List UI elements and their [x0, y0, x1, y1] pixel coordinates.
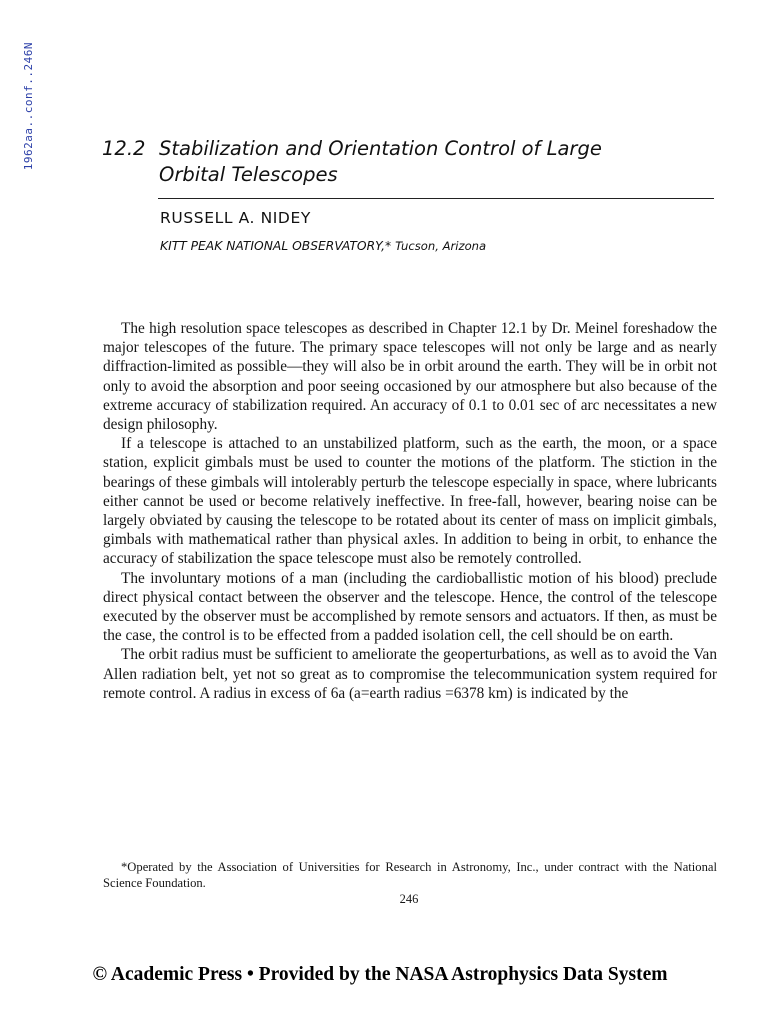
- page-number: 246: [399, 892, 419, 906]
- title-line-1: Stabilization and Orientation Control of Large: [159, 137, 602, 160]
- section-number: 12.2: [102, 137, 146, 160]
- bibcode-stamp: 1962aa..conf..246N: [22, 42, 35, 171]
- affiliation-location: Tucson, Arizona: [395, 239, 487, 253]
- title-line-2: Orbital Telescopes: [159, 163, 338, 186]
- chapter-title: [102, 136, 722, 188]
- paragraph-4: The orbit radius must be sufficient to ameliorate the geoperturbations, as well as to avoid the Van Allen radiation belt, yet not so great as to compromise the telecommunication system required for remote control. A radius in excess of 6a (a=earth radius =6378 km) is indicated by the: [103, 646, 717, 702]
- author-name: RUSSELL A. NIDEY: [160, 209, 311, 227]
- paragraph-1: The high resolution space telescopes as described in Chapter 12.1 by Dr. Meinel foreshadow the major telescopes of the future. The primary space telescopes will not only be large and as nearly diffraction-limited as possible—they will also be in orbit around the earth. They will be in orbit not only to avoid the absorption and poor seeing occasioned by our atmosphere but also because of the extreme accuracy of stabilization required. An accuracy of 0.1 to 0.01 sec of arc necessitates a new design philosophy.: [103, 320, 717, 434]
- body-text: [103, 319, 717, 703]
- footnote-text: *Operated by the Association of Universities for Research in Astronomy, Inc., under contract with the National Science Foundation.: [103, 860, 717, 890]
- footnote: [103, 859, 717, 891]
- title-divider: [158, 198, 714, 199]
- author-affiliation: [160, 239, 486, 253]
- affiliation-org: KITT PEAK NATIONAL OBSERVATORY,*: [160, 239, 392, 253]
- paragraph-2: If a telescope is attached to an unstabilized platform, such as the earth, the moon, or a space station, explicit gimbals must be used to counter the motions of the platform. The stiction in the bearings of these gimbals will intolerably perturb the telescope especially in space, where lubricants either cannot be used or become relatively ineffective. In free-fall, however, bearing noise can be largely obviated by causing the telescope to be rotated about its center of mass on implicit gimbals, gimbals with mathematical rather than physical axles. In addition to being in orbit, to enhance the accuracy of stabilization the space telescope must also be remotely controlled.: [103, 435, 717, 568]
- paragraph-3: The involuntary motions of a man (including the cardioballistic motion of his blood) preclude direct physical contact between the observer and the telescope. Hence, the control of the telescope executed by the observer must be accomplished by remote sensors and actuators. If then, as must be the case, the control is to be effected from a padded isolation cell, the cell should be on earth.: [103, 569, 717, 645]
- ads-footer: © Academic Press • Provided by the NASA Astrophysics Data System: [92, 964, 668, 985]
